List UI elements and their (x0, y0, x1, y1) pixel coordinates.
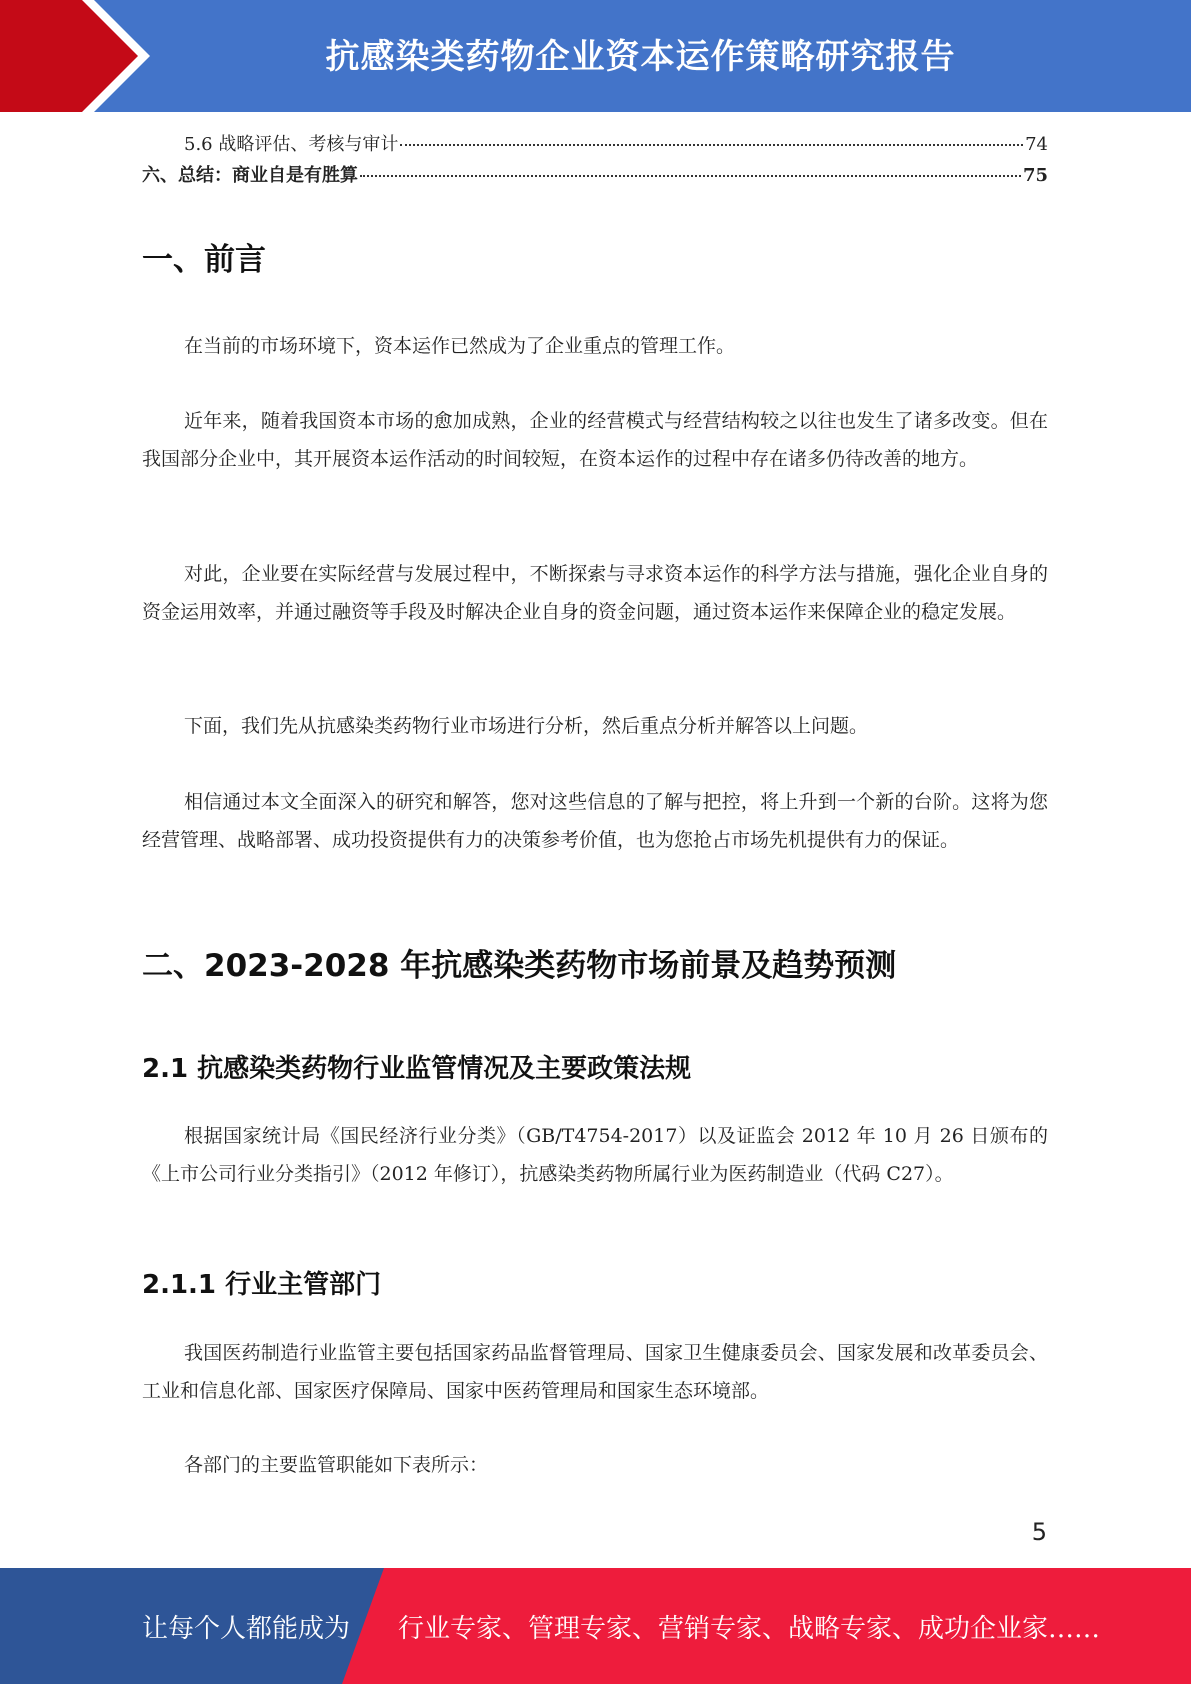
header-banner (0, 0, 1191, 112)
paragraph: 近年来，随着我国资本市场的愈加成熟，企业的经营模式与经营结构较之以往也发生了诸多改变。但在我国部分企业中，其开展资本运作活动的时间较短，在资本运作的过程中存在诸多仍待改善的地方。 (142, 410, 1048, 470)
toc-entry-label: 5.6 战略评估、考核与审计 (184, 134, 399, 155)
paragraph: 我国医药制造行业监管主要包括国家药品监督管理局、国家卫生健康委员会、国家发展和改革委员会、工业和信息化部、国家医疗保障局、国家中医药管理局和国家生态环境部。 (142, 1342, 1048, 1402)
paragraph: 各部门的主要监管职能如下表所示： (184, 1454, 489, 1476)
page-number: 5 (1031, 1518, 1047, 1546)
paragraph: 在当前的市场环境下，资本运作已然成为了企业重点的管理工作。 (184, 335, 736, 357)
report-title: 抗感染类药物企业资本运作策略研究报告 (325, 36, 956, 77)
section-heading-2: 二、2023-2028 年抗感染类药物市场前景及趋势预测 (142, 948, 897, 984)
footer-banner (0, 1568, 1191, 1684)
toc-entry-page: 75 (1022, 165, 1048, 186)
paragraph: 对此，企业要在实际经营与发展过程中，不断探索与寻求资本运作的科学方法与措施，强化企业自身的资金运用效率，并通过融资等手段及时解决企业自身的资金问题，通过资本运作来保障企业的稳定发展。 (142, 563, 1048, 623)
subsection-heading-2-1-1: 2.1.1 行业主管部门 (142, 1270, 382, 1300)
section-heading-1: 一、前言 (142, 242, 266, 278)
toc-entry-label: 六、总结：商业自是有胜算 (142, 165, 358, 186)
footer-slogan-left: 让每个人都能成为 (142, 1613, 351, 1644)
toc-leader-dots (360, 175, 1021, 177)
paragraph: 下面，我们先从抗感染类药物行业市场进行分析，然后重点分析并解答以上问题。 (184, 715, 869, 737)
toc-entry-page: 74 (1025, 134, 1048, 155)
subsection-heading-2-1: 2.1 抗感染类药物行业监管情况及主要政策法规 (142, 1054, 692, 1084)
paragraph: 根据国家统计局《国民经济行业分类》（GB/T4754-2017）以及证监会 2012 年 10 月 26 日颁布的《上市公司行业分类指引》（2012 年修订），抗感染类药物所属行业为医药制造业（代码 C27）。 (142, 1125, 1048, 1185)
toc-leader-dots (400, 144, 1023, 146)
paragraph: 相信通过本文全面深入的研究和解答，您对这些信息的了解与把控，将上升到一个新的台阶。这将为您经营管理、战略部署、成功投资提供有力的决策参考价值，也为您抢占市场先机提供有力的保证。 (142, 791, 1048, 851)
footer-slogan-right: 行业专家、管理专家、营销专家、战略专家、成功企业家…… (398, 1613, 1101, 1644)
toc-entry[interactable] (142, 130, 1048, 156)
toc-entry[interactable] (142, 161, 1048, 187)
